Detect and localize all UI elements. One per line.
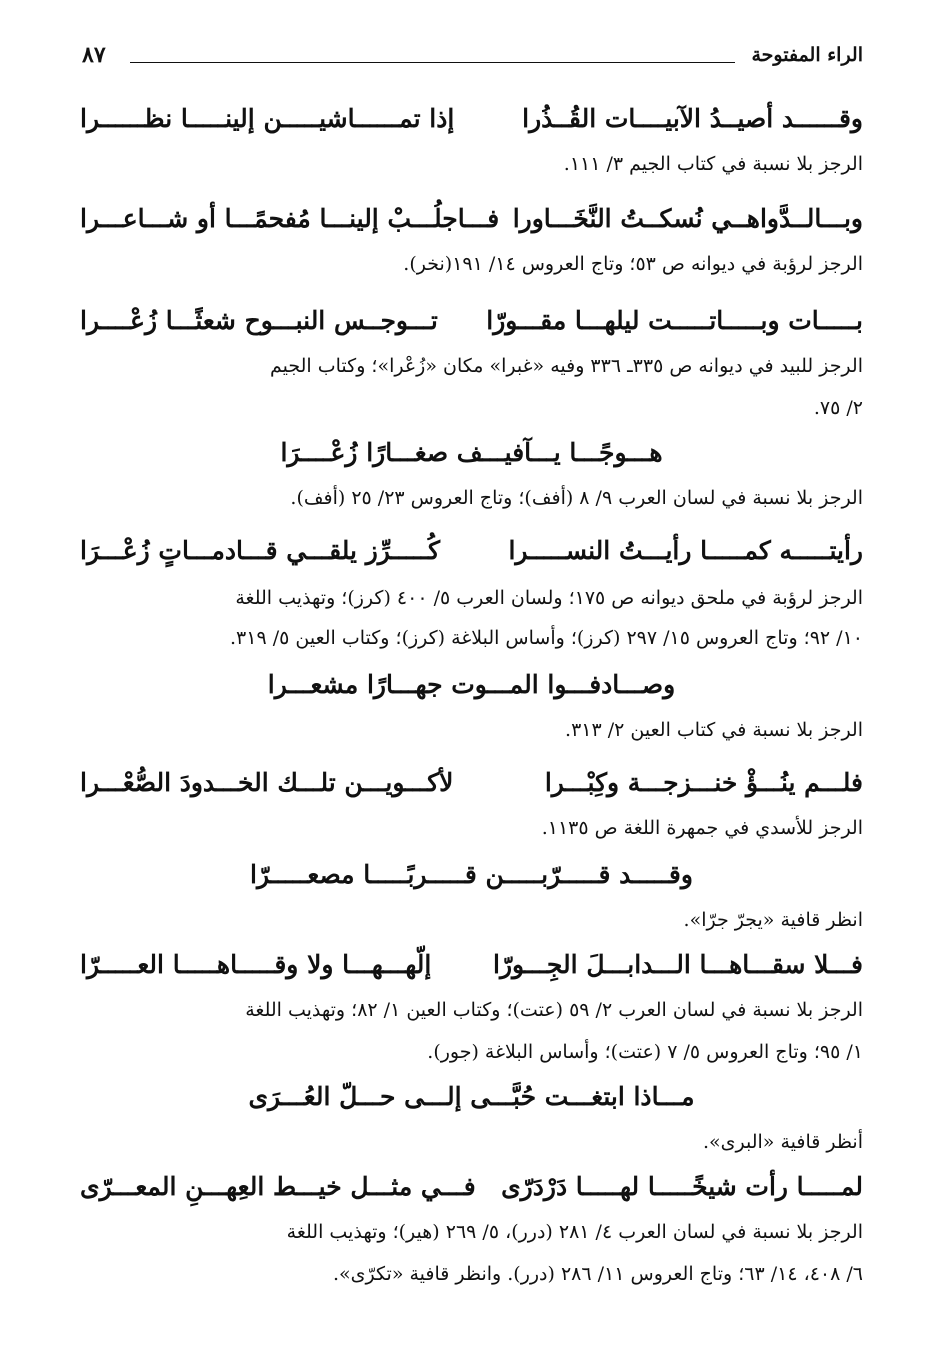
verse-second-hemistich: لأكـــويـــن تلـــك الخـــدودَ الصُّعْـــرا <box>80 768 454 797</box>
source-note: انظر قافية «يجرّ جرّا». <box>683 909 863 931</box>
verse-line-centered: وقـــــد قـــــرّبـــــن قـــــربًـــــا مصعـــــرّا <box>250 860 693 889</box>
source-note-line: ١٠/ ٩٢؛ وتاج العروس ١٥/ ٢٩٧ (كرز)؛ وأساس البلاغة (كرز)؛ وكتاب العين ٥/ ٣١٩. <box>230 627 863 649</box>
verse-second-hemistich: فـــي مثـــل خيـــط العِهـــنِ المعـــرّى <box>80 1172 476 1201</box>
source-note-line: الرجز لرؤبة في ملحق ديوانه ص ١٧٥؛ ولسان العرب ٥/ ٤٠٠ (كرز)؛ وتهذيب اللغة <box>235 587 863 609</box>
source-note: الرجز بلا نسبة في لسان العرب ٩/ ٨ (أفف)؛ وتاج العروس ٢٣/ ٢٥ (أفف). <box>290 487 863 509</box>
verse-second-hemistich: إلّهـــهـــا ولا وقـــــاهـــــا العـــــرّا <box>80 950 432 979</box>
verse-first-hemistich: وبـــالــدَّواهــي نُسكــتُ النَّخَـــاورا <box>512 204 863 233</box>
verse-line-centered: هـــوجًـــا يـــآفيـــف صغـــارًا زُعْــــرَا <box>280 438 663 467</box>
verse-second-hemistich: فـــاجلُـــبْ إلينـــا مُفحمًـــا أو شـــاعـــرا <box>80 204 500 233</box>
source-note: الرجز لرؤبة في ديوانه ص ٥٣؛ وتاج العروس ١٤/ ١٩١(نخر). <box>403 253 863 275</box>
source-note-line: الرجز بلا نسبة في لسان العرب ٢/ ٥٩ (عتت)؛ وكتاب العين ١/ ٨٢؛ وتهذيب اللغة <box>245 999 863 1021</box>
source-note-line: الرجز بلا نسبة في لسان العرب ٤/ ٢٨١ (درر)، ٥/ ٢٦٩ (هير)؛ وتهذيب اللغة <box>286 1221 863 1243</box>
verse-first-hemistich: وقــــــد أصيــدُ الآبيــــات القُــذُرا <box>522 104 863 133</box>
header-rule <box>130 62 735 63</box>
verse-second-hemistich: إذا تمــــــاشيـــــن إلينـــــا نظــــــرا <box>80 104 455 133</box>
verse-first-hemistich: فلـــم ينُـــؤْ خنـــزجـــة وكِبْـــرا <box>544 768 863 797</box>
verse-line-centered: وصـــادفـــوا المـــوت جهـــارًا مشعـــرا <box>267 670 676 699</box>
verse-first-hemistich: رأيتـــــه كمـــــا رأيـــتُ النســـــرا <box>508 536 863 565</box>
source-note-line: ١/ ٩٥؛ وتاج العروس ٥/ ٧ (عتت)؛ وأساس البلاغة (جور). <box>427 1041 863 1063</box>
source-note: الرجز بلا نسبة في كتاب العين ٢/ ٣١٣. <box>565 719 863 741</box>
verse-first-hemistich: فـــلا سقـــاهـــا الـــدابـــلَ الجِـــورّا <box>493 950 863 979</box>
verse-line-centered: مـــاذا ابتغـــت حُبَّـــى إلـــى حـــلّ العُـــرَى <box>248 1082 695 1111</box>
running-header-title: الراء المفتوحة <box>751 44 863 66</box>
source-note-line: ٦/ ٤٠٨، ١٤/ ٦٣؛ وتاج العروس ١١/ ٢٨٦ (درر). وانظر قافية «تكرّى». <box>333 1263 863 1285</box>
source-note: أنظر قافية «البرى». <box>702 1131 863 1153</box>
verse-second-hemistich: تـــوجــس النبـــوح شعثًـــا زُعْــــرا <box>80 306 438 335</box>
source-note-line: الرجز للبيد في ديوانه ص ٣٣٥ـ ٣٣٦ وفيه «غبرا» مكان «زُعْرا»؛ وكتاب الجيم <box>270 355 863 377</box>
verse-first-hemistich: بـــــات وبـــــاتـــــت ليلهـــا مقـــورّا <box>486 306 863 335</box>
page-number: ٨٧ <box>82 42 106 68</box>
verse-second-hemistich: كُـــــرِّز يلقـــي قـــادمـــاتٍ زُعْـــرَا <box>80 536 441 565</box>
verse-first-hemistich: لمـــــا رأت شيخًـــــا لهـــــا دَرْدَرّى <box>501 1172 863 1201</box>
source-note: الرجز بلا نسبة في كتاب الجيم ٣/ ١١١. <box>563 153 863 175</box>
source-note-line: ٢/ ٧٥. <box>813 397 863 419</box>
source-note: الرجز للأسدي في جمهرة اللغة ص ١١٣٥. <box>541 817 863 839</box>
